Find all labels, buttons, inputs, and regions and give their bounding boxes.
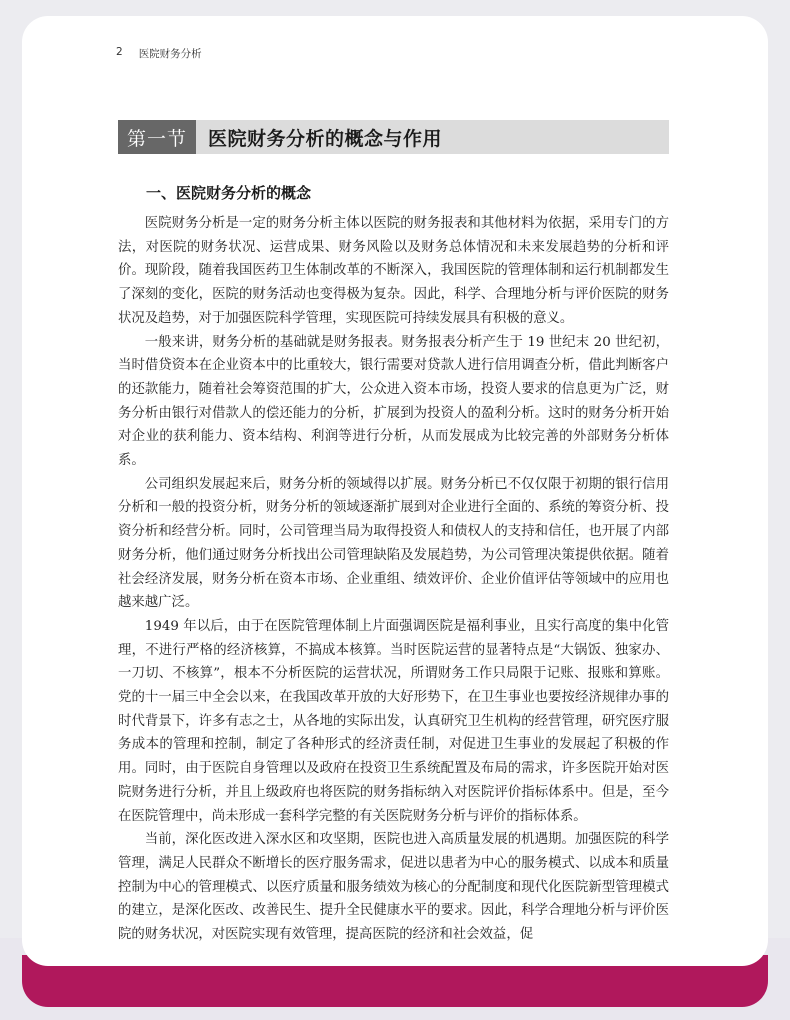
book-page: [22, 16, 768, 966]
subsection-title: 一、医院财务分析的概念: [146, 184, 312, 202]
paragraph: 1949 年以后，由于在医院管理体制上片面强调医院是福利事业，且实行高度的集中化管理，不进行严格的经济核算，不搞成本核算。当时医院运营的显著特点是“大锅饭、独家办、一刀切、不核算”，根本不分析医院的运营状况，所谓财务工作只局限于记账、报账和算账。党的十一届三中全会以来，在我国改革开放的大好形势下，在卫生事业也要按经济规律办事的时代背景下，许多有志之士，从各地的实际出发，认真研究卫生机构的经营管理，研究医疗服务成本的管理和控制，制定了各种形式的经济责任制，对促进卫生事业的发展起了积极的作用。同时，由于医院自身管理以及政府在投资卫生系统配置及布局的需求，许多医院开始对医院财务进行分析，并且上级政府也将医院的财务指标纳入对医院评价指标体系中。但是，至今在医院管理中，尚未形成一套科学完整的有关医院财务分析与评价的指标体系。: [118, 618, 669, 824]
section-heading-bar: [118, 120, 669, 154]
paragraph: 公司组织发展起来后，财务分析的领域得以扩展。财务分析已不仅仅限于初期的银行信用分析和一般的投资分析，财务分析的领域逐渐扩展到对企业进行全面的、系统的筹资分析、投资分析和经营分析。同时，公司管理当局为取得投资人和债权人的支持和信任，也开展了内部财务分析，他们通过财务分析找出公司管理缺陷及发展趋势，为公司管理决策提供依据。随着社会经济发展，财务分析在资本市场、企业重组、绩效评价、企业价值评估等领域中的应用也越来越广泛。: [118, 476, 669, 611]
paragraph: 当前，深化医改进入深水区和攻坚期，医院也进入高质量发展的机遇期。加强医院的科学管理，满足人民群众不断增长的医疗服务需求，促进以患者为中心的服务模式、以成本和质量控制为中心的管理模式、以医疗质量和服务绩效为核心的分配制度和现代化医院新型管理模式的建立，是深化医改、改善民生、提升全民健康水平的要求。因此，科学合理地分析与评价医院的财务状况，对医院实现有效管理，提高医院的经济和社会效益，促: [118, 832, 669, 943]
running-header: [116, 46, 202, 61]
paragraph: 一般来讲，财务分析的基础就是财务报表。财务报表分析产生于 19 世纪末 20 世纪初，当时借贷资本在企业资本中的比重较大，银行需要对贷款人进行信用调查分析，借此判断客户的还款能力，随着社会筹资范围的扩大，公众进入资本市场，投资人要求的信息更为广泛，财务分析由银行对借款人的偿还能力的分析，扩展到为投资人的盈利分析。这时的财务分析开始对企业的获利能力、资本结构、利润等进行分析，从而发展成为比较完善的外部财务分析体系。: [118, 334, 669, 469]
page-number: 2: [116, 46, 123, 58]
section-title: 医院财务分析的概念与作用: [208, 127, 443, 150]
body-text: [118, 212, 669, 947]
running-title: 医院财务分析: [138, 48, 202, 60]
section-number: 第一节: [118, 120, 196, 154]
paragraph: 医院财务分析是一定的财务分析主体以医院的财务报表和其他材料为依据，采用专门的方法，对医院的财务状况、运营成果、财务风险以及财务总体情况和未来发展趋势的分析和评价。现阶段，随着我国医药卫生体制改革的不断深入，我国医院的管理体制和运行机制都发生了深刻的变化，医院的财务活动也变得极为复杂。因此，科学、合理地分析与评价医院的财务状况及趋势，对于加强医院科学管理，实现医院可持续发展具有积极的意义。: [118, 216, 669, 326]
